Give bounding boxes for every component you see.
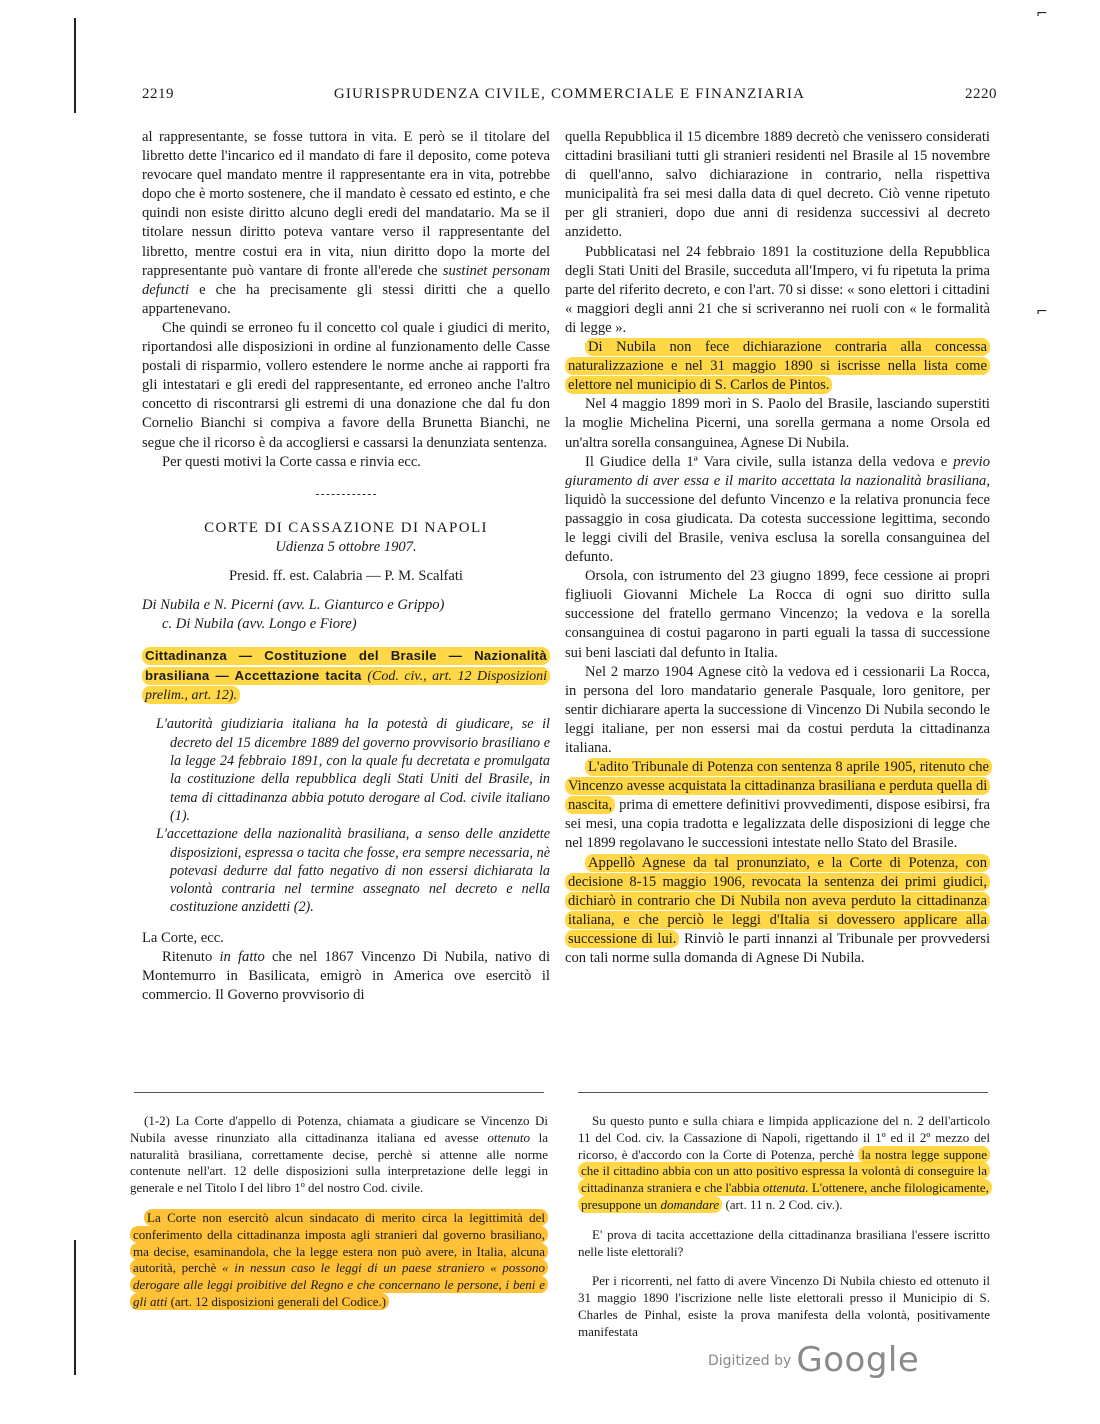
journal-title: GIURISPRUDENZA CIVILE, COMMERCIALE E FINANZIARIA xyxy=(333,86,806,102)
maxim-heading: Cittadinanza — Costituzione del Brasile — Nazionalità brasiliana — Accettazione tacita (Cod. civ., art. 12 Disposizioni prelim., art. 12). xyxy=(142,646,550,705)
right-column xyxy=(565,128,990,968)
footnote-paragraph: E' prova di tacita accettazione della cittadinanza brasiliana l'essere iscritto nelle liste elettorali? xyxy=(578,1226,990,1259)
highlighted-paragraph: L'adito Tribunale di Potenza con sentenza 8 aprile 1905, ritenuto che Vincenzo avesse acquistata la cittadinanza brasiliana e perduta quella di nascita, prima di emettere definitivi provvedimenti, dispose esibirsi, fra sei mesi, una copia tradotta e legalizzata delle disposizioni di legge che nel 1899 regolavano le successioni intestate nello Stato del Brasile. xyxy=(565,758,990,853)
paragraph: Nel 4 maggio 1899 morì in S. Paolo del Brasile, lasciando superstiti la moglie Michelina Picerni, una sorella germana a nome Orsola ed un'altra sorella consanguinea, Agnese Di Nubila. xyxy=(565,396,990,451)
footnote-left xyxy=(130,1100,548,1324)
paragraph: al rappresentante, se fosse tuttora in vita. E però se il titolare del libretto dette l'incarico ed il mandato di fare il deposito, come poteva revocare quel mandato mentre il rappresentante era in vita, potrebbe dopo che è morto sostenere, che il mandato è cessato ed estinto, e che quindi non esiste diritto alcuno degli eredi del mandatario. Ma se il titolare nessun diritto poteva vantare verso il rappresentante del libretto, mentre costui era in vita, niun diritto dopo la morte del rappresentante può vantare di fronte all'erede che sustinet personam defuncti e che ha precisamente gli stessi diritti che a quello appartenevano. xyxy=(142,129,551,317)
paragraph: Il Giudice della 1ª Vara civile, sulla istanza della vedova e previo giuramento di aver essa e il marito accettata la nazionalità brasiliana, liquidò la successione del defunto Vincenzo e la relativa pronuncia fece passaggio in cosa giudicata. Da cotesta successione legittima, secondo le leggi civili del Brasile, veniva esclusa la sorella consanguinea del defunto. xyxy=(565,453,990,566)
running-header xyxy=(142,86,997,108)
google-logo: Google xyxy=(796,1340,920,1380)
paragraph: Ritenuto in fatto che nel 1867 Vincenzo Di Nubila, nativo di Montemurro in Basilicata, emigrò in America ove esercitò il commercio. Il Governo provvisorio di xyxy=(142,948,551,1003)
page-number-right: 2220 xyxy=(965,86,997,102)
headnote: L'accettazione della nazionalità brasiliana, a senso delle anzidette disposizioni, espressa o tacita che fosse, era sempre necessaria, nè potevasi dedurre dal fatto negativo di non essersi dichiarata la volontà contraria nel termine assegnato nel decreto e nella costituzione anzidetti (2). xyxy=(156,826,550,916)
watermark-prefix: Digitized by xyxy=(708,1353,792,1369)
paragraph: La Corte, ecc. xyxy=(142,929,224,946)
footnote-rule xyxy=(134,1092,544,1093)
headnotes xyxy=(142,715,550,916)
footnote-right xyxy=(578,1100,990,1354)
parties-line: Di Nubila e N. Picerni (avv. L. Gianturco e Grippo) xyxy=(142,596,445,613)
footnote-paragraph: (1-2) La Corte d'appello di Potenza, chiamata a giudicare se Vincenzo Di Nubila avesse rinunziato alla cittadinanza italiana ed avesse ottenuto la naturalità brasiliana, correttamente decise, perchè si attenne alle norme contenute nell'art. 12 delle disposizioni sulla interpretazione delle leggi in generale e nel Titolo I del libro 1º del nostro Cod. civile. xyxy=(130,1113,549,1196)
left-column xyxy=(142,128,550,1005)
paragraph: Orsola, con istrumento del 23 giugno 1899, fece cessione ai propri figliuoli Giovanni Michele La Rocca di ogni suo diritto sulla successione del fratello germano Vincenzo; la vedova e la sorella consanguinea di costui pagarono in parti eguali la tassa di successione sui beni lasciati dal defunto in Italia. xyxy=(565,568,990,661)
footnote-rule xyxy=(578,1092,988,1093)
parties-line: c. Di Nubila (avv. Longo e Fiore) xyxy=(162,616,357,633)
binding-edge-line xyxy=(74,18,76,113)
presiding-line: Presid. ff. est. Calabria — P. M. Scalfati xyxy=(228,567,463,584)
paragraph: Nel 2 marzo 1904 Agnese citò la vedova ed i cessionarii La Rocca, in persona del loro mandatario generale Pasquale, loro genitore, per sentir dichiarare aperta la successione di Vincenzo Di Nubila secondo le leggi italiane, per non essersi mai da costui perduta la cittadinanza italiana. xyxy=(565,663,990,756)
highlighted-footnote: La Corte non esercitò alcun sindacato di merito circa la legittimità del conferimento della cittadinanza imposta agli stranieri dal governo brasiliano, ma decise, esaminandola, che la legge estera non può avere, in Italia, alcuna autorità, perchè « in nessun caso le leggi di un paese straniero « possono derogare alle leggi proibitive del Regno e che concernano le persone, i beni e gli atti (art. 12 disposizioni generali del Codice.) xyxy=(130,1210,548,1311)
binding-edge-line xyxy=(74,1240,76,1375)
paragraph: Per questi motivi la Corte cassa e rinvia ecc. xyxy=(162,453,421,470)
court-heading: CORTE DI CASSAZIONE DI NAPOLI xyxy=(204,519,488,536)
highlighted-paragraph: Di Nubila non fece dichiarazione contraria alla concessa naturalizzazione e nel 31 maggio 1890 si iscrisse nella lista come elettore nel municipio di S. Carlos de Pintos. xyxy=(565,338,990,395)
footnote-paragraph: Per i ricorrenti, nel fatto di avere Vincenzo Di Nubila chiesto ed ottenuto il 31 maggio 1890 l'iscrizione nelle liste elettorali presso il Municipio di S. Charles de Pinhal, esiste la prova manifesta della volontà, positivamente manifestata xyxy=(578,1273,990,1339)
paragraph: Pubblicatasi nel 24 febbraio 1891 la costituzione della Repubblica degli Stati Uniti del Brasile, succeduta all'Impero, vi fu ripetuta la prima parte del riferito decreto, e con l'art. 70 si disse: « sono elettori i cittadini « maggiori degli anni 21 che si scriveranno nei ruoli con « le formalità di legge ». xyxy=(565,243,990,336)
crop-mark: ⌐ xyxy=(1036,304,1048,320)
paragraph: quella Repubblica il 15 dicembre 1889 decretò che venissero considerati cittadini brasiliani tutti gli stranieri residenti nel Brasile al 15 novembre di quell'anno, salvo dichiarazione in contrario, nella rispettiva municipalità fra sei mesi dalla data di quel decreto. Ciò venne ripetuto per gli stranieri, dopo due anni di residenza successivi al decreto anzidetto. xyxy=(565,129,990,241)
footnote-paragraph: Su questo punto e sulla chiara e limpida applicazione del n. 2 dell'articolo 11 del Cod. civ. la Cassazione di Napoli, rigettando il 1º ed il 2º mezzo del ricorso, è d'accordo con la Corte di Potenza, perchè la nostra legge suppone che il cittadino abbia con un atto positivo espressa la volontà di conseguire la cittadinanza straniera e che l'abbia ottenuta. L'ottenere, anche filologicamente, presuppone un domandare (art. 11 n. 2 Cod. civ.). xyxy=(578,1113,990,1212)
paragraph: Che quindi se erroneo fu il concetto col quale i giudici di merito, riportandosi alle disposizioni in ordine al funzionamento delle Casse postali di risparmio, vollero estendere le norme anche ai rapporti fra gli intestatari e gli eredi del rappresentante, ed erroneo anche l'altro concetto di riscontrarsi gli estremi di una donazione che dal fu don Cornelio Bianchi si compiva a favore della Brunetta Bianchi, ne segue che il ricorso è da accogliersi e cassarsi la denunziata sentenza. xyxy=(142,319,550,451)
highlighted-paragraph: Appellò Agnese da tal pronunziato, e la Corte di Potenza, con decisione 8-15 maggio 1906, revocata la sentenza dei primi giudici, dichiarò in contrario che Di Nubila non aveva perduto la cittadinanza italiana, e che perciò le leggi d'Italia si dovessero applicare alla successione di lui. Rinviò le parti innanzi al Tribunale per provvedersi con tali norme sulla domanda di Agnese Di Nubila. xyxy=(565,854,990,967)
section-separator xyxy=(316,494,376,495)
hearing-date: Udienza 5 ottobre 1907. xyxy=(275,538,417,555)
headnote: L'autorità giudiziaria italiana ha la potestà di giudicare, se il decreto del 15 dicembre 1889 del governo provvisorio brasiliano e la legge 24 febbraio 1891, con la quale fu decretata e promulgata la costituzione della repubblica degli Stati Uniti del Brasile, in tema di cittadinanza abbia potuto derogare al Cod. civile italiano (1). xyxy=(156,716,550,824)
page-number-left: 2219 xyxy=(142,86,174,102)
digitized-watermark xyxy=(708,1340,919,1380)
crop-mark: ⌐ xyxy=(1036,6,1048,22)
